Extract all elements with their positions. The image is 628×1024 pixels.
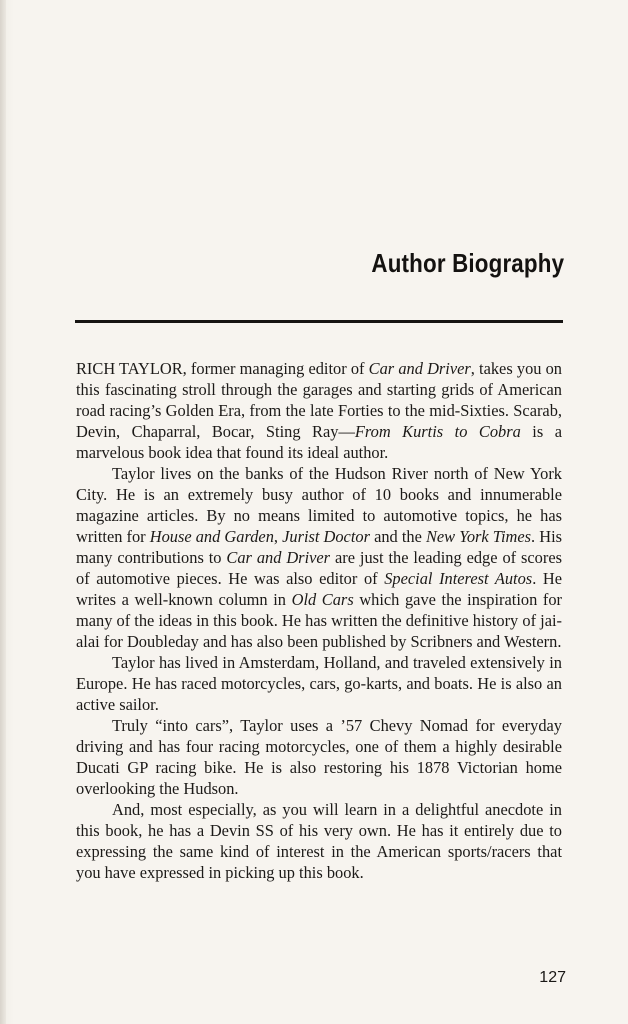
page-number: 127: [539, 969, 566, 986]
text-run: . He writes a well-known column in: [76, 569, 563, 609]
paragraph: [76, 799, 562, 883]
text-run: ,: [273, 527, 283, 546]
italic-title: Jurist Doctor: [282, 527, 370, 546]
italic-title: New York Times: [425, 527, 532, 546]
text-run: and the: [369, 527, 426, 546]
italic-title: Old Cars: [291, 590, 354, 609]
text-run: Taylor lives on the banks of the Hudson River north of New York City. He is an extremely busy author of 10 books and innumerable magazine articles. By no means limited to automotive topics, he has written for: [76, 464, 562, 546]
text-run: Truly “into cars”, Taylor uses a ’57 Chevy Nomad for everyday driving and has four racing motorcycles, one of them a highly desirable Ducati GP racing bike. He is also restoring his 1878 Victorian home overlooking the Hudson.: [76, 716, 562, 798]
paragraph: [76, 715, 562, 799]
text-run: , takes you on this fascinating stroll through the garages and starting grids of American road racing’s Golden Era, from the late Forties to the mid-Sixties. Scarab, Devin, Chaparral, Bocar, Sting Ray—: [76, 359, 563, 441]
title-rule: [75, 320, 563, 323]
paragraph: [76, 463, 562, 652]
text-run: . His many contributions to: [76, 527, 562, 567]
page-title: Author Biography: [371, 248, 564, 278]
text-run: Taylor has lived in Amsterdam, Holland, and traveled extensively in Europe. He has raced motorcycles, cars, go-karts, and boats. He is also an active sailor.: [76, 653, 562, 714]
text-run: RICH TAYLOR, former managing editor of: [76, 359, 369, 378]
text-run: And, most especially, as you will learn in a delightful anecdote in this book, he has a Devin SS of his very own. He has it entirely due to expressing the same kind of interest in the American sports/racers that you have expressed in picking up this book.: [76, 800, 562, 882]
paragraph: [76, 652, 562, 715]
italic-title: From Kurtis to Cobra: [354, 422, 521, 441]
biography-text: [76, 358, 562, 883]
text-run: is a marvelous book idea that found its ideal author.: [76, 422, 562, 462]
text-run: which gave the inspiration for many of the ideas in this book. He has written the definitive history of jai-alai for Doubleday and has also been published by Scribners and Western.: [76, 590, 563, 651]
italic-title: House and Garden: [149, 527, 274, 546]
text-run: are just the leading edge of scores of automotive pieces. He was also editor of: [76, 548, 562, 588]
italic-title: Car and Driver: [226, 548, 331, 567]
italic-title: Car and Driver: [368, 359, 471, 378]
page-spine-edge: [0, 0, 6, 1024]
paragraph: [76, 358, 562, 463]
italic-title: Special Interest Autos: [384, 569, 533, 588]
